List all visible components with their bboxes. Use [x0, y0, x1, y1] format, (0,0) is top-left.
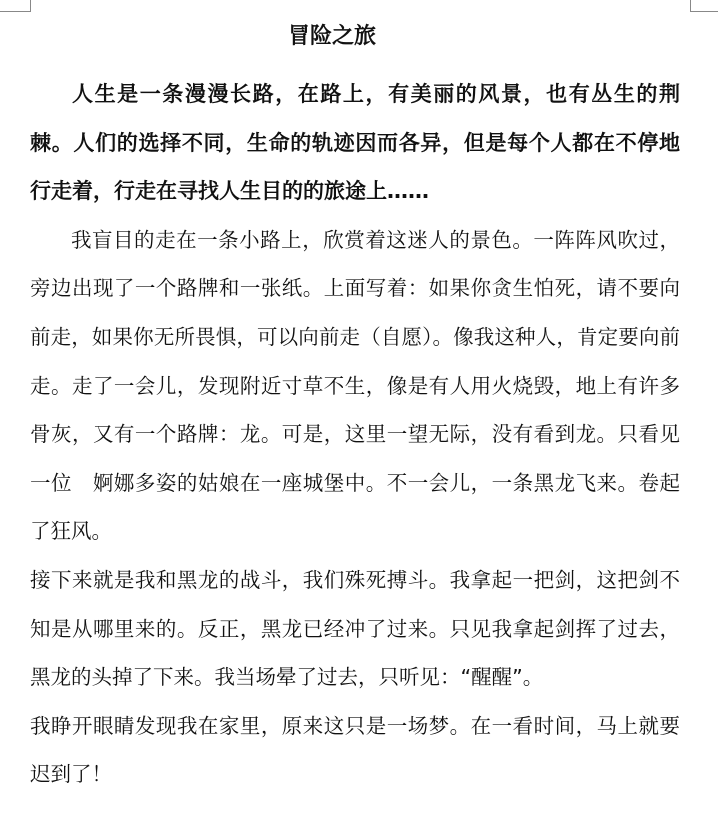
document-title: 冒险之旅 [287, 24, 376, 49]
story-paragraph-1: 我盲目的走在一条小路上，欣赏着这迷人的景色。一阵阵风吹过，旁边出现了一个路牌和一张纸。上面写着：如果你贪生怕死，请不要向前走，如果你无所畏惧，可以向前走（自愿）。像我这种人，肯定要向前走。走了一会儿，发现附近寸草不生，像是有人用火烧毁，地上有许多骨灰，又有一个路牌：龙。可是，这里一望无际，没有看到龙。只看见一位 婀娜多姿的姑娘在一座城堡中。不一会儿，一条黑龙飞来。卷起了狂风。 [30, 227, 680, 544]
page-corner-mark-left [0, 0, 31, 12]
story-paragraph-3: 我睁开眼睛发现我在家里，原来这只是一场梦。在一看时间，马上就要迟到了！ [30, 713, 680, 787]
story-paragraph-2: 接下来就是我和黑龙的战斗，我们殊死搏斗。我拿起一把剑，这把剑不知是从哪里来的。反正，黑龙已经冲了过来。只见我拿起剑挥了过去，黑龙的头掉了下来。我当场晕了过去，只听见：“醒醒”。 [30, 567, 680, 690]
document-body [30, 70, 680, 799]
intro-paragraph: 人生是一条漫漫长路，在路上，有美丽的风景，也有丛生的荆棘。人们的选择不同，生命的轨迹因而各异，但是每个人都在不停地行走着，行走在寻找人生目的的旅途上…… [30, 82, 680, 204]
page-corner-mark-right [690, 0, 718, 12]
